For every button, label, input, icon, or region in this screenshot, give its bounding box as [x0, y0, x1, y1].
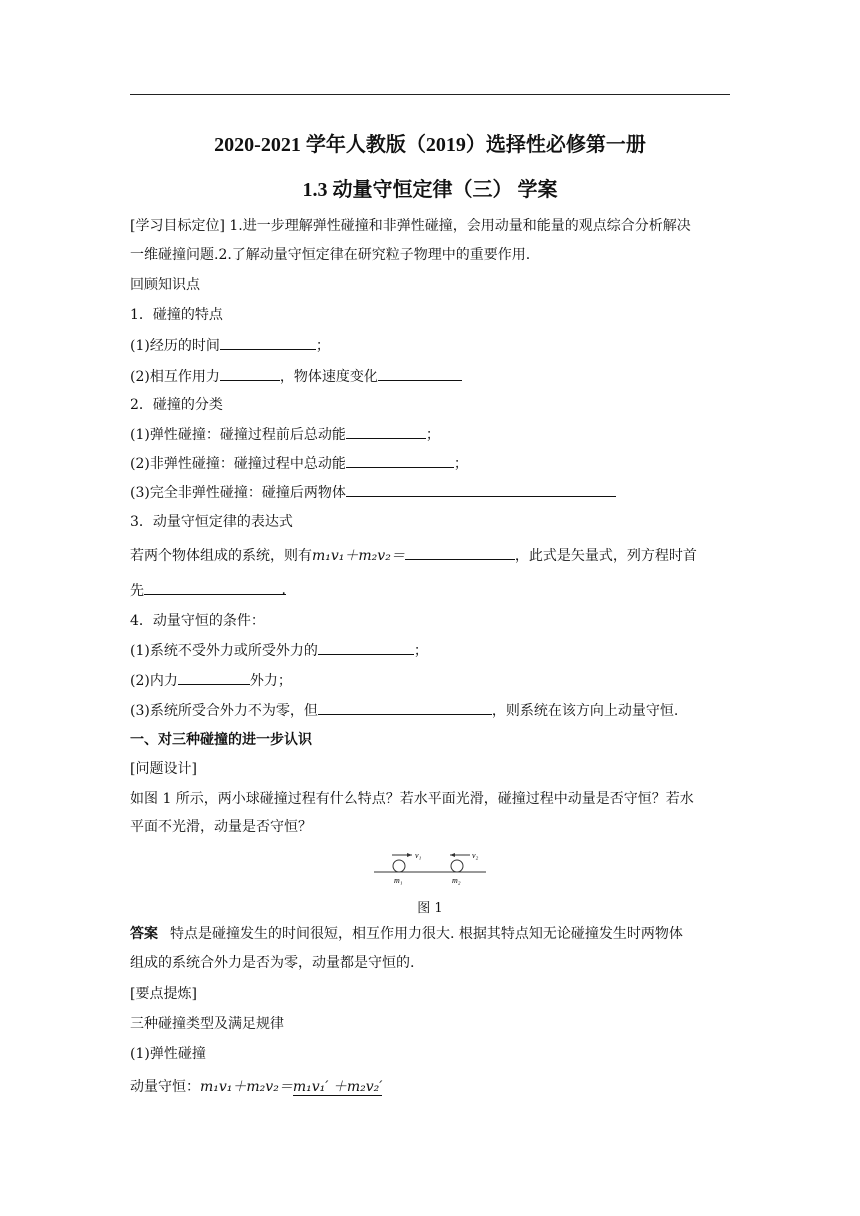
- fill-blank[interactable]: [346, 453, 454, 468]
- item-text: (1)系统不受外力或所受外力的: [130, 643, 318, 659]
- arrow-v1-head: [407, 853, 412, 857]
- answer-line-1: [130, 924, 683, 944]
- answer-label: 答案: [130, 926, 158, 942]
- item-end: ；: [453, 456, 468, 472]
- fill-blank[interactable]: [378, 366, 462, 381]
- item-text: 先: [130, 583, 144, 599]
- figure-caption: 图 1: [417, 901, 443, 916]
- section-1-item-2: [130, 366, 462, 387]
- momentum-conservation-line: [130, 1077, 382, 1097]
- answer-text: 特点是碰撞发生的时间很短，相互作用力很大. 根据其特点知无论碰撞发生时两物体: [170, 926, 683, 942]
- section-2-item-2: [130, 453, 468, 474]
- elastic-heading: (1)弹性碰撞: [130, 1046, 206, 1062]
- objective-line-2: 一维碰撞问题.2.了解动量守恒定律在研究粒子物理中的重要作用.: [130, 247, 531, 263]
- section-3-line-2: [130, 580, 286, 601]
- blank-end: .: [281, 582, 286, 598]
- fill-blank[interactable]: [220, 335, 316, 350]
- item-text: (1)弹性碰撞：碰撞过程前后总动能: [130, 427, 346, 443]
- item-text: 若两个物体组成的系统，则有: [130, 548, 312, 564]
- section-1-heading: 1．碰撞的特点: [130, 307, 223, 323]
- arrow-v2-head: [450, 853, 455, 857]
- review-heading: 回顾知识点: [130, 277, 200, 293]
- item-text: ，则系统在该方向上动量守恒.: [491, 703, 679, 719]
- section-4-item-3: [130, 700, 678, 721]
- v2-label: v₂: [472, 851, 479, 860]
- item-text: (2)相互作用力: [130, 369, 220, 385]
- item-end: ；: [315, 338, 330, 354]
- section-3-line-1: [130, 545, 697, 566]
- momentum-lhs: m₁v₁＋m₂v₂＝: [200, 1079, 293, 1095]
- key-points-label: [要点提炼]: [130, 986, 197, 1002]
- item-text: (2)非弹性碰撞：碰撞过程中总动能: [130, 456, 346, 472]
- momentum-expression: m₁v₁＋m₂v₂＝: [312, 548, 405, 564]
- section-4-item-1: [130, 640, 428, 661]
- question-line-2: 平面不光滑，动量是否守恒？: [130, 819, 312, 835]
- v1-label: v₁: [415, 851, 422, 860]
- item-text: 外力；: [249, 673, 292, 689]
- section-4-heading: 4．动量守恒的条件：: [130, 613, 265, 629]
- problem-design-label: [问题设计]: [130, 761, 197, 777]
- answer-line-2: 组成的系统合外力是否为零，动量都是守恒的.: [130, 955, 415, 971]
- item-text: (2)内力: [130, 673, 178, 689]
- item-end: ；: [425, 427, 440, 443]
- fill-blank[interactable]: [178, 670, 250, 685]
- fill-blank[interactable]: [405, 545, 515, 560]
- m1-label: m₁: [394, 876, 403, 885]
- fill-blank[interactable]: [346, 482, 616, 497]
- top-rule: [130, 94, 730, 95]
- collision-figure: [372, 848, 488, 888]
- question-line-1: 如图 1 所示，两小球碰撞过程有什么特点？若水平面光滑，碰撞过程中动量是否守恒？若水: [130, 791, 694, 807]
- section-2-item-3: [130, 482, 616, 503]
- section-3-heading: 3．动量守恒定律的表达式: [130, 514, 293, 530]
- fill-blank[interactable]: [144, 580, 286, 598]
- m2-label: m₂: [452, 876, 461, 885]
- section-1-item-1: [130, 335, 330, 356]
- fill-blank[interactable]: [346, 424, 426, 439]
- title-line-1: 2020-2021 学年人教版（2019）选择性必修第一册: [214, 134, 646, 156]
- section-4-item-2: [130, 670, 292, 691]
- ball-m2: [451, 860, 463, 872]
- section-2-item-1: [130, 424, 440, 445]
- types-heading: 三种碰撞类型及满足规律: [130, 1016, 284, 1032]
- ball-m1: [393, 860, 405, 872]
- title-line-2: 1.3 动量守恒定律（三） 学案: [302, 179, 558, 201]
- momentum-rhs: m₁v₁′ ＋m₂v₂′: [292, 1079, 383, 1095]
- fill-blank[interactable]: [220, 366, 280, 381]
- part-1-heading: 一、对三种碰撞的进一步认识: [130, 732, 312, 748]
- item-text: ，此式是矢量式，列方程时首: [514, 548, 697, 564]
- objective-line-1: [学习目标定位] 1.进一步理解弹性碰撞和非弹性碰撞，会用动量和能量的观点综合分析解决: [130, 218, 691, 234]
- item-end: ；: [413, 643, 428, 659]
- fill-blank[interactable]: [318, 640, 414, 655]
- fill-blank[interactable]: [318, 700, 492, 715]
- section-2-heading: 2．碰撞的分类: [130, 397, 223, 413]
- item-text: (1)经历的时间: [130, 338, 220, 354]
- item-text: (3)完全非弹性碰撞：碰撞后两物体: [130, 485, 346, 501]
- item-text: (3)系统所受合外力不为零，但: [130, 703, 318, 719]
- item-text: ，物体速度变化: [279, 369, 378, 385]
- momentum-label: 动量守恒：: [130, 1079, 200, 1095]
